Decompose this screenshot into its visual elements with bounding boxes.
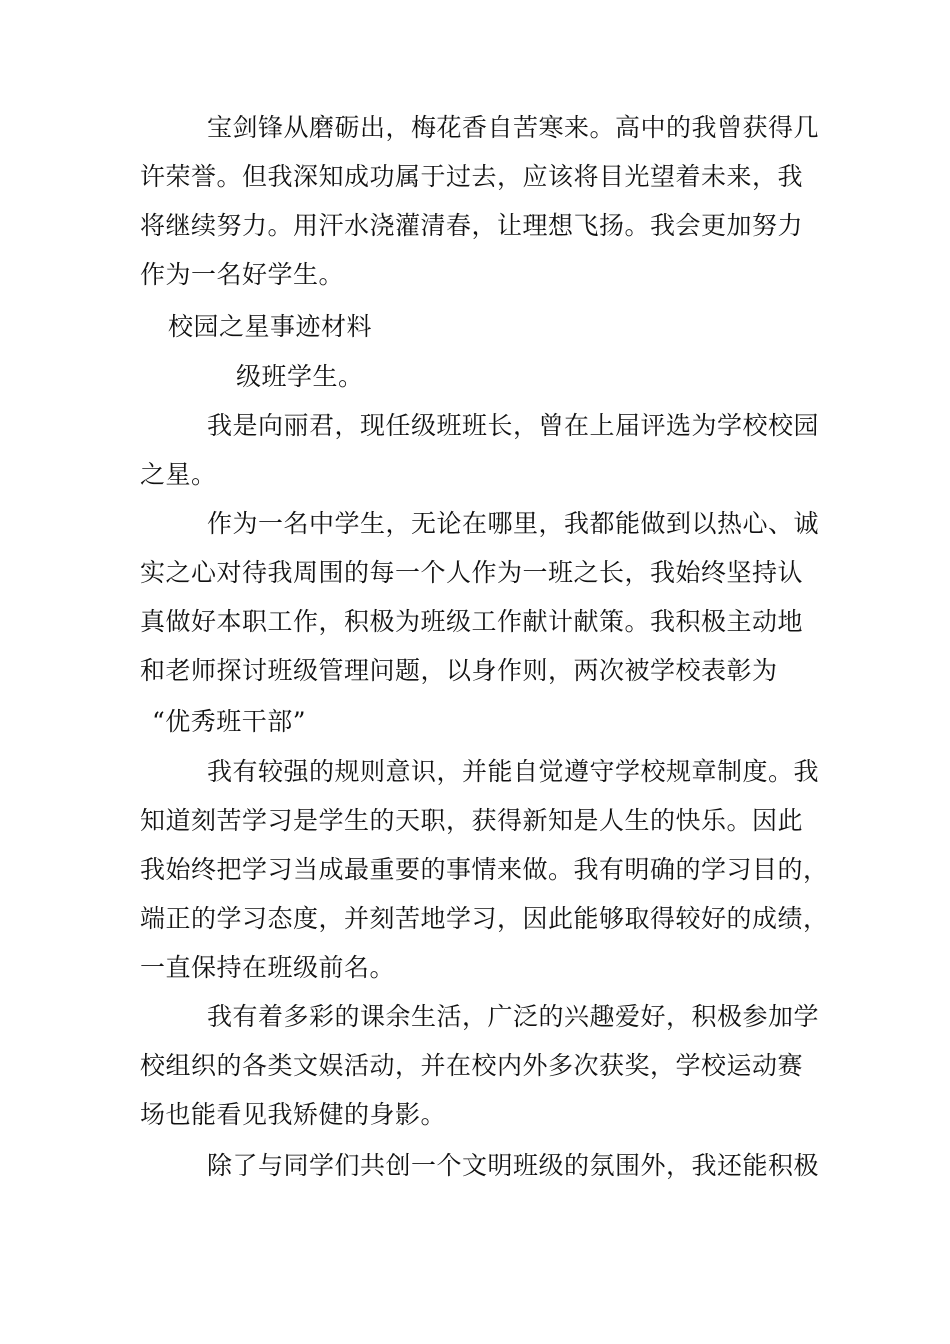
section-heading: 校园之星事迹材料 <box>168 312 373 341</box>
text-line: 知道刻苦学习是学生的天职，获得新知是人生的快乐。因此 <box>140 806 804 835</box>
text-line: 将继续努力。用汗水浇灌清春，让理想飞扬。我会更加努力 <box>140 211 804 240</box>
text-line: 我是向丽君，现任级班班长，曾在上届评选为学校校园 <box>207 411 820 440</box>
text-line: 之星。 <box>140 460 217 489</box>
text-line: 级班学生。 <box>236 362 364 391</box>
text-line: 除了与同学们共创一个文明班级的氛围外，我还能积极 <box>207 1151 820 1180</box>
text-line: 作为一名好学生。 <box>140 260 345 289</box>
text-line: 作为一名中学生，无论在哪里，我都能做到以热心、诚 <box>207 509 820 538</box>
text-line: 和老师探讨班级管理问题，以身作则，两次被学校表彰为 <box>140 656 778 685</box>
text-line: 我始终把学习当成最重要的事情来做。我有明确的学习目的， <box>140 855 829 884</box>
text-line: 宝剑锋从磨砺出，梅花香自苦寒来。高中的我曾获得几 <box>207 113 820 142</box>
text-line: 真做好本职工作，积极为班级工作献计献策。我积极主动地 <box>140 607 804 636</box>
text-line: 许荣誉。但我深知成功属于过去，应该将目光望着未来，我 <box>140 162 804 191</box>
text-line: 端正的学习态度，并刻苦地学习，因此能够取得较好的成绩， <box>140 904 829 933</box>
text-line: 校组织的各类文娱活动，并在校内外多次获奖，学校运动赛 <box>140 1051 804 1080</box>
text-line: 场也能看见我矫健的身影。 <box>140 1100 447 1129</box>
text-line: 一直保持在班级前名。 <box>140 953 396 982</box>
text-line: “优秀班干部” <box>152 707 307 736</box>
text-line: 实之心对待我周围的每一个人作为一班之长，我始终坚持认 <box>140 558 804 587</box>
text-line: 我有较强的规则意识，并能自觉遵守学校规章制度。我 <box>207 757 820 786</box>
text-line: 我有着多彩的课余生活，广泛的兴趣爱好，积极参加学 <box>207 1002 820 1031</box>
